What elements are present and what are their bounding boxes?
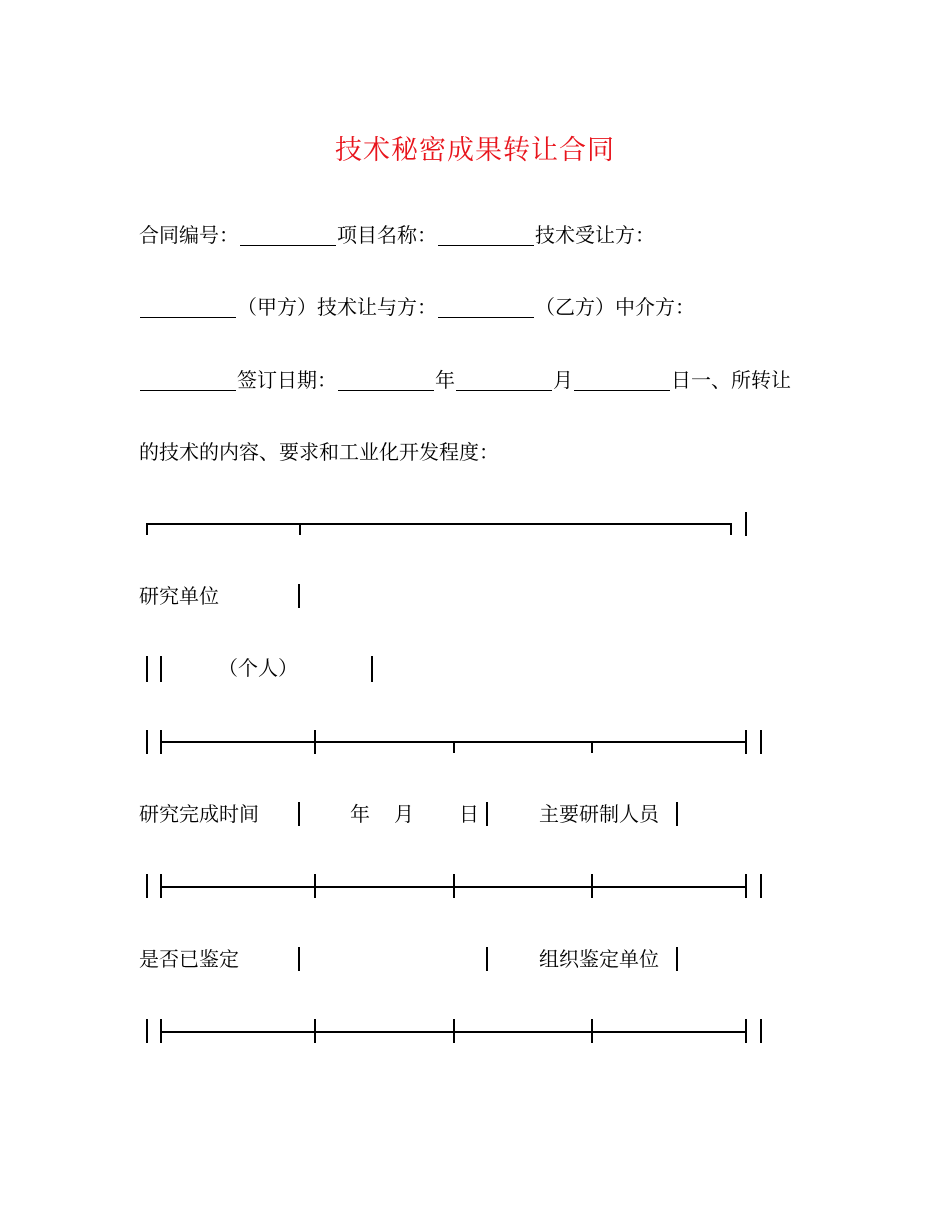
contract-no-label: 合同编号：	[139, 223, 239, 247]
date-day-label: 日	[459, 802, 479, 826]
header-line-2	[139, 293, 695, 321]
party-a-label: （甲方）	[237, 295, 317, 319]
completion-time-label: 研究完成时间	[139, 802, 259, 826]
project-name-label: 项目名称：	[337, 223, 437, 247]
table-tick	[730, 523, 732, 535]
month-blank[interactable]	[456, 370, 552, 391]
table-bar	[160, 656, 162, 682]
header-line-3	[139, 366, 791, 394]
table-bar	[676, 802, 678, 826]
date-month-label: 月	[394, 802, 414, 826]
table-tick	[146, 523, 148, 535]
table-bar	[453, 1019, 455, 1043]
table-bar	[314, 1019, 316, 1043]
table-bar	[298, 584, 300, 608]
table-top-border	[146, 523, 731, 525]
table-bar	[146, 656, 148, 682]
table-bar	[760, 874, 762, 898]
table-bar	[745, 512, 747, 536]
section-1-start: 日一、所转让	[671, 368, 791, 392]
sign-date-label: 签订日期：	[237, 368, 337, 392]
table-bar	[486, 802, 488, 826]
project-name-blank[interactable]	[438, 225, 534, 246]
intermediary-blank[interactable]	[140, 370, 236, 391]
year-label: 年	[435, 368, 455, 392]
table-tick	[591, 741, 593, 753]
assignee-blank[interactable]	[140, 297, 236, 318]
table-bar	[591, 874, 593, 898]
table-bar	[486, 947, 488, 971]
table-bar	[591, 1019, 593, 1043]
main-developers-label: 主要研制人员	[539, 802, 659, 826]
day-blank[interactable]	[574, 370, 670, 391]
table-bar	[298, 802, 300, 826]
month-label: 月	[553, 368, 573, 392]
table-bar	[745, 1019, 747, 1043]
table-bar	[146, 730, 148, 754]
table-bar	[760, 730, 762, 754]
year-blank[interactable]	[338, 370, 434, 391]
research-unit-label: 研究单位	[139, 584, 219, 608]
table-bar	[453, 874, 455, 898]
table-bar	[745, 730, 747, 754]
assignor-label: 技术让与方：	[317, 295, 437, 319]
table-bar	[760, 1019, 762, 1043]
table-bar	[745, 874, 747, 898]
document-title: 技术秘密成果转让合同	[335, 135, 615, 166]
table-bar	[371, 656, 373, 682]
section-1-continuation: 的技术的内容、要求和工业化开发程度：	[139, 440, 499, 464]
table-tick	[453, 741, 455, 753]
table-bar	[298, 947, 300, 971]
table-bar	[146, 874, 148, 898]
table-tick	[299, 523, 301, 535]
individual-label: （个人）	[218, 656, 298, 680]
assignor-blank[interactable]	[438, 297, 534, 318]
intermediary-label: 中介方：	[615, 295, 695, 319]
header-line-1	[139, 221, 655, 249]
table-bar	[676, 947, 678, 971]
table-bar	[314, 874, 316, 898]
assignee-label: 技术受让方：	[535, 223, 655, 247]
table-bar	[146, 1019, 148, 1043]
appraised-label: 是否已鉴定	[139, 947, 239, 971]
appraisal-org-label: 组织鉴定单位	[539, 947, 659, 971]
contract-no-blank[interactable]	[240, 225, 336, 246]
table-bar	[314, 730, 316, 754]
date-year-label: 年	[350, 802, 370, 826]
party-b-label: （乙方）	[535, 295, 615, 319]
